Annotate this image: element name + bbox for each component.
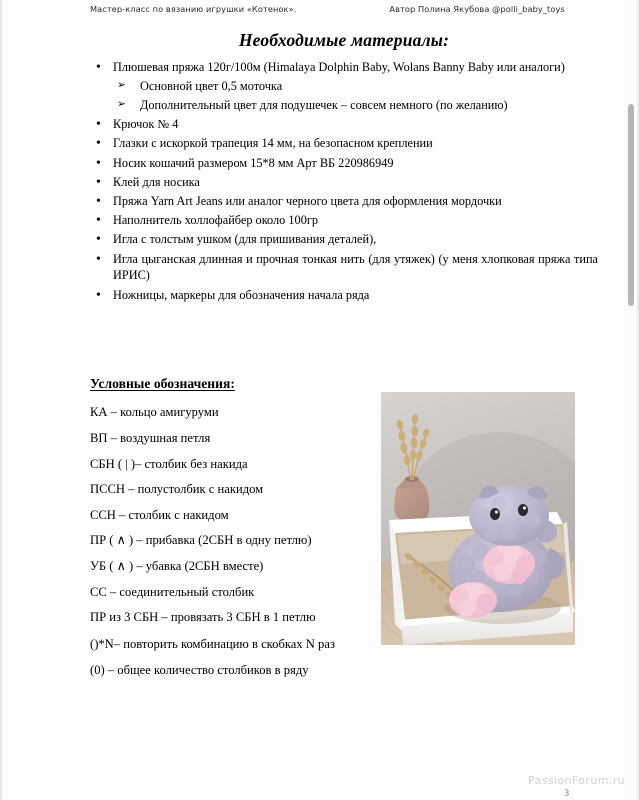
legend-row: УБ ( ∧ ) – убавка (2СБН вместе) — [90, 558, 264, 573]
document-running-header — [2, 4, 622, 20]
list-item — [90, 212, 598, 229]
legend-list — [90, 405, 390, 677]
list-item — [90, 135, 598, 152]
list-subitem-text: Дополнительный цвет для подушечек – совсем немного (по желанию) — [140, 97, 508, 112]
legend-row: ПР ( ∧ ) – прибавка (2СБН в одну петлю) — [90, 533, 312, 548]
list-item — [90, 287, 598, 304]
legend-row: СБН ( | )– столбик без накида — [90, 456, 248, 471]
materials-section — [90, 30, 598, 306]
legend-row: ()*N– повторить комбинацию в скобках N раз — [90, 636, 335, 651]
list-subitem-text: Основной цвет 0,5 моточка — [140, 78, 283, 93]
crochet-kitten-photo — [381, 392, 575, 645]
legend-row: КА – кольцо амигуруми — [90, 405, 219, 420]
list-subitem — [113, 78, 598, 95]
legend-row: ПССН – полустолбик с накидом — [90, 482, 264, 497]
page-title: Необходимые материалы: — [238, 30, 450, 50]
list-item — [90, 251, 598, 284]
legend-row: СС – соединительный столбик — [90, 584, 255, 599]
list-item — [90, 59, 598, 114]
list-item-text: Игла с толстым ушком (для пришивания деталей), — [113, 232, 377, 247]
list-item-text: Наполнитель холлофайбер около 100гр — [113, 213, 319, 228]
list-item-text: Плюшевая пряжа 120г/100м (Himalaya Dolphin Baby, Wolans Banny Baby или аналоги) — [113, 60, 565, 74]
list-subitem — [113, 97, 598, 114]
materials-sublist — [113, 78, 598, 114]
list-item-text: Игла цыганская длинная и прочная тонкая нить (для утяжек) (у меня хлопковая пряжа типа ИРИС) — [113, 251, 598, 283]
list-item — [90, 174, 598, 191]
list-item — [90, 155, 598, 172]
list-item-text: Глазки с искоркой трапеция 14 мм, на безопасном креплении — [113, 136, 433, 151]
list-item-text: Носик кошачий размером 15*8 мм Арт ВБ 220986949 — [113, 155, 394, 170]
legend-row: ПР из 3 СБН – провязать 3 СБН в 1 петлю — [90, 610, 316, 625]
page-number: 3 — [564, 788, 569, 798]
legend-row: (0) – общее количество столбиков в ряду — [90, 662, 309, 677]
list-item — [90, 116, 598, 133]
list-item-text: Крючок № 4 — [113, 117, 179, 132]
legend-section — [90, 376, 390, 688]
site-watermark: PassionForum.ru — [528, 774, 625, 787]
photo-illustration — [381, 392, 575, 645]
list-item — [90, 193, 598, 210]
vertical-scrollbar-track[interactable] — [625, 0, 637, 800]
vertical-scrollbar-thumb[interactable] — [628, 104, 634, 306]
legend-title: Условные обозначения: — [90, 376, 235, 391]
list-item — [90, 231, 598, 248]
legend-row: ССН – столбик с накидом — [90, 507, 229, 522]
list-item-text: Клей для носика — [113, 174, 200, 189]
legend-row: ВП – воздушная петля — [90, 430, 211, 445]
materials-list — [90, 59, 598, 303]
header-author-right: Автор Полина Якубова @polli_baby_toys — [389, 4, 565, 14]
list-item-text: Пряжа Yarn Art Jeans или аналог черного цвета для оформления мордочки — [113, 194, 502, 209]
list-item-text: Ножницы, маркеры для обозначения начала ряда — [113, 287, 370, 302]
header-title-left: Мастер-класс по вязанию игрушки «Котенок». — [90, 4, 297, 14]
